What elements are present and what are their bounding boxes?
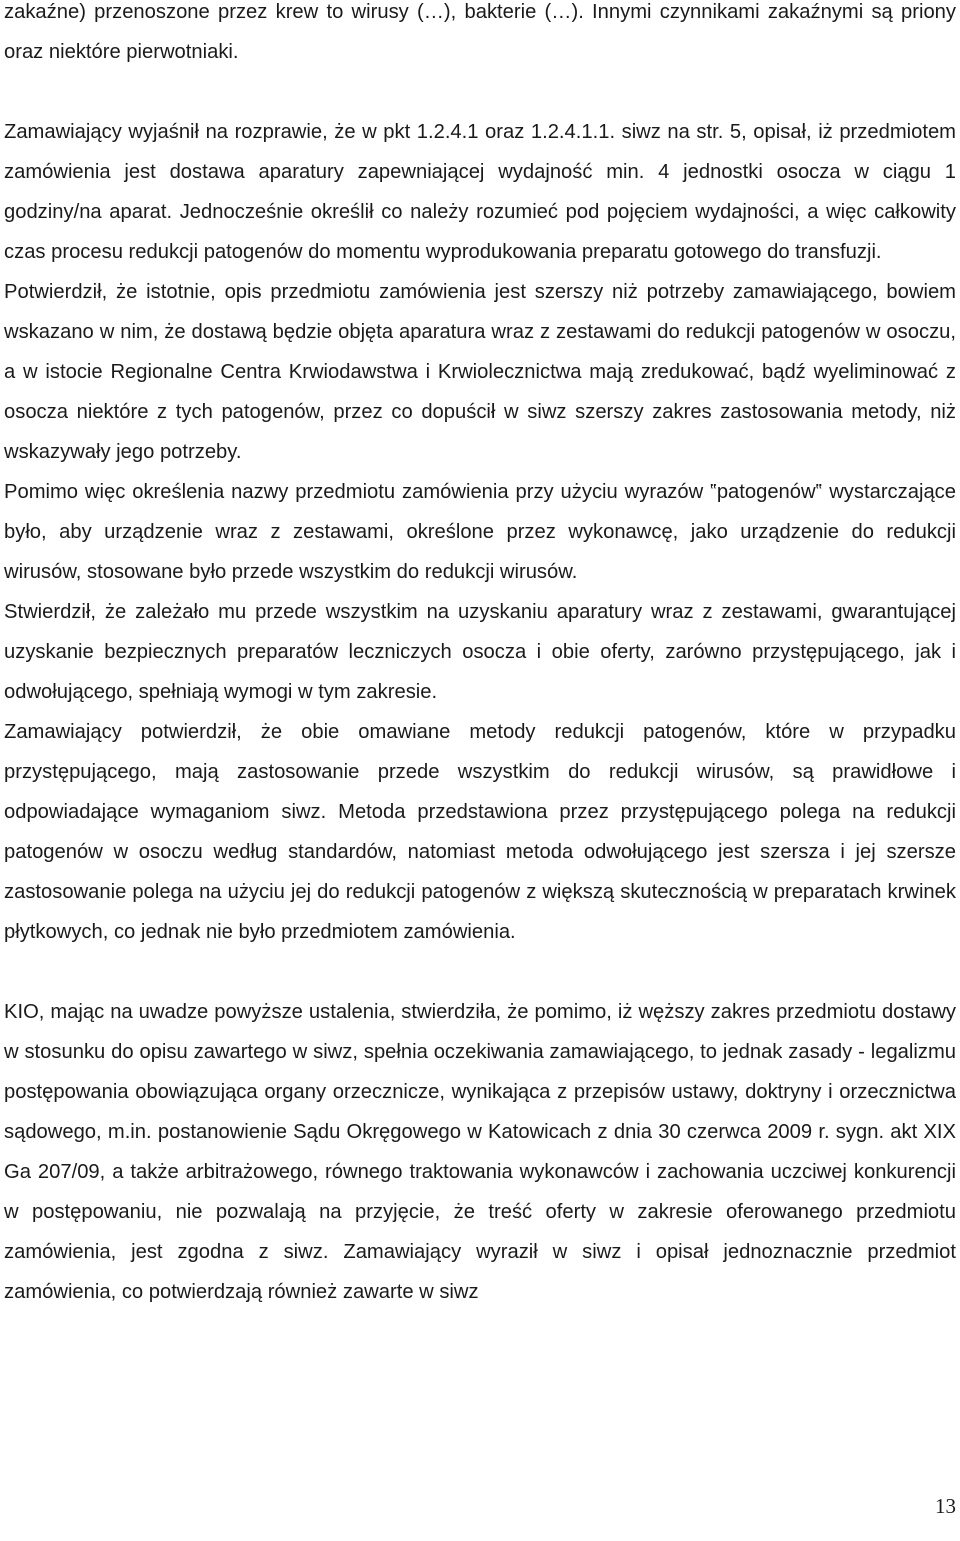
paragraph-statement: Stwierdził, że zależało mu przede wszystkim na uzyskaniu aparatury wraz z zestawami, gwarantującej uzyskanie bezpiecznych preparatów leczniczych osocza i obie oferty, zarówno przystępującego, jak i odwołującego, spełniają wymogi w tym zakresie. xyxy=(4,601,956,703)
paragraph-gap xyxy=(4,72,956,112)
paragraph-explanation: Zamawiający wyjaśnił na rozprawie, że w pkt 1.2.4.1 oraz 1.2.4.1.1. siwz na str. 5, opisał, iż przedmiotem zamówienia jest dostawa aparatury zapewniającej wydajność min. 4 jednostki osocza w ciągu 1 godziny/na aparat. Jednocześnie określił co należy rozumieć pod pojęciem wydajności, a więc całkowity czas procesu redukcji patogenów do momentu wyprodukowania preparatu gotowego do transfuzji. xyxy=(4,121,956,263)
page-number: 13 xyxy=(935,1494,956,1518)
paragraph-confirmation: Potwierdził, że istotnie, opis przedmiotu zamówienia jest szerszy niż potrzeby zamawiającego, bowiem wskazano w nim, że dostawą będzie objęta aparatura wraz z zestawami do redukcji patogenów w osoczu, a w istocie Regionalne Centra Krwiodawstwa i Krwiolecznictwa mają zredukować, bądź wyeliminować z osocza niektóre z tych patogenów, przez co dopuścił w siwz szerszy zakres zastosowania metody, niż wskazywały jego potrzeby. xyxy=(4,281,956,463)
paragraph-kio-ruling: KIO, mając na uwadze powyższe ustalenia, stwierdziła, że pomimo, iż węższy zakres przedmiotu dostawy w stosunku do opisu zawartego w siwz, spełnia oczekiwania zamawiającego, to jednak zasady - legalizmu postępowania obowiązująca organy orzecznicze, wynikająca z przepisów ustawy, doktryny i orzecznictwa sądowego, m.in. postanowienie Sądu Okręgowego w Katowicach z dnia 30 czerwca 2009 r. sygn. akt XIX Ga 207/09, a także arbitrażowego, równego traktowania wykonawców i zachowania uczciwej konkurencji w postępowaniu, nie pozwalają na przyjęcie, że treść oferty w zakresie oferowanego przedmiotu zamówienia, jest zgodna z siwz. Zamawiający wyraził w siwz i opisał jednoznacznie przedmiot zamówienia, co potwierdzają również zawarte w siwz xyxy=(4,1001,956,1303)
paragraph-methods: Zamawiający potwierdził, że obie omawiane metody redukcji patogenów, które w przypadku przystępującego, mają zastosowanie przede wszystkim do redukcji wirusów, są prawidłowe i odpowiadające wymaganiom siwz. Metoda przedstawiona przez przystępującego polega na redukcji patogenów w osoczu według standardów, natomiast metoda odwołującego jest szersza i jej szersze zastosowanie polega na użyciu jej do redukcji patogenów z większą skutecznością w preparatach krwinek płytkowych, co jednak nie było przedmiotem zamówienia. xyxy=(4,721,956,943)
paragraph-naming: Pomimo więc określenia nazwy przedmiotu zamówienia przy użyciu wyrazów ‟patogenów‟ wystarczające było, aby urządzenie wraz z zestawami, określone przez wykonawcę, jako urządzenie do redukcji wirusów, stosowane było przede wszystkim do redukcji wirusów. xyxy=(4,481,956,583)
paragraph-intro: zakaźne) przenoszone przez krew to wirusy (…), bakterie (…). Innymi czynnikami zakaźnymi są priony oraz niektóre pierwotniaki. xyxy=(4,1,956,63)
paragraph-gap xyxy=(4,952,956,992)
